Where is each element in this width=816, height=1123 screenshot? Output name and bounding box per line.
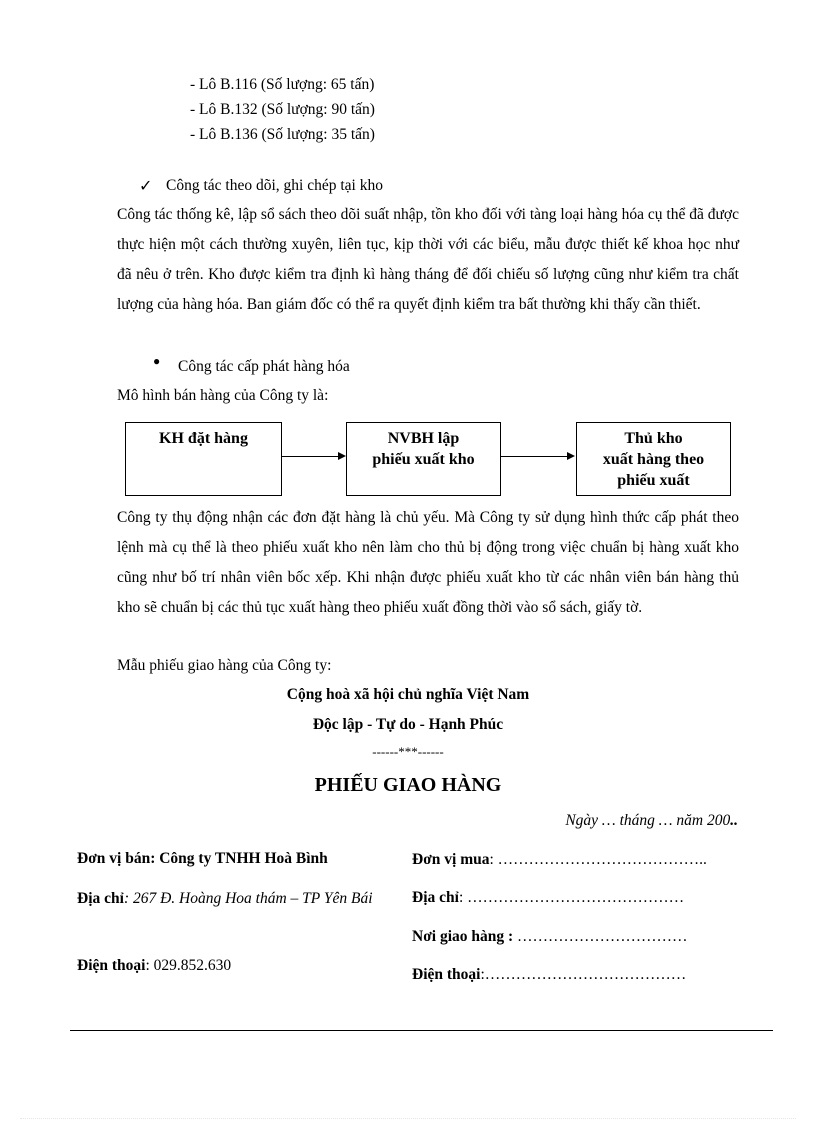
arrow-right-icon (338, 452, 346, 460)
section-heading-issue: Công tác cấp phát hàng hóa (178, 358, 350, 375)
arrow-right-icon (567, 452, 575, 460)
header-separator: ------***------ (372, 744, 444, 759)
buyer-phone-label: Điện thoại (412, 966, 481, 983)
paragraph-after-flow: Công ty thụ động nhận các đơn đặt hàng là chủ yếu. Mà Công ty sử dụng hình thức cấp phát theo lệnh mà cụ thể là theo phiếu xuất kho nên làm cho thủ bị động trong việc chuẩn bị hàng xuất kho cũng như bố trí nhân viên bốc xếp. Khi nhận được phiếu xuất kho từ các nhân viên bán hàng thủ kho sẽ chuẩn bị các thủ tục xuất hàng theo phiếu xuất đồng thời vào sổ sách, giấy tờ. (117, 509, 739, 616)
form-date-text: Ngày … tháng … năm 200 (565, 812, 731, 829)
flow-intro: Mô hình bán hàng của Công ty là: (117, 387, 329, 404)
delivery-place-label: Nơi giao hàng : (412, 928, 514, 945)
buyer-address-label: Địa chỉ (412, 889, 459, 906)
flow-box-label: NVBH lập (387, 430, 460, 447)
seller-phone-field (77, 957, 231, 975)
buyer-value: : ………………………………….. (489, 851, 707, 868)
flow-box-label: xuất hàng theo (602, 451, 705, 468)
flow-arrow (282, 456, 338, 457)
lot-item: - Lô B.132 (Số lượng: 90 tấn) (190, 101, 375, 118)
flow-box-label: Thủ kho (624, 430, 683, 447)
seller-phone-value: : 029.852.630 (145, 957, 232, 974)
lot-item: - Lô B.116 (Số lượng: 65 tấn) (190, 76, 375, 93)
paragraph-monitoring: Công tác thống kê, lập sổ sách theo dõi suất nhập, tồn kho đối với tàng loại hàng hóa cụ thể đã được thực hiện một cách thường xuyên, liên tục, kịp thời với các biểu, mẫu được thiết kế khoa học như đã nêu ở trên. Kho được kiểm tra định kì hàng tháng để đối chiếu số lượng cũng như kiểm tra chất lượng của hàng hóa. Ban giám đốc có thể ra quyết định kiểm tra bất thường khi thấy cần thiết. (117, 206, 739, 313)
buyer-phone-field (412, 966, 686, 984)
buyer-name-field (412, 851, 707, 869)
seller-address-label: Địa chỉ (77, 890, 124, 907)
buyer-label: Đơn vị mua (412, 851, 490, 868)
flow-box-label: phiếu xuất kho (372, 451, 475, 468)
flow-box-label: phiếu xuất (617, 472, 690, 489)
delivery-place-value: …………………………… (513, 928, 688, 945)
flow-box-sales-staff (346, 422, 501, 496)
buyer-address-value: : …………………………………… (458, 889, 685, 906)
seller-value: : Công ty TNHH Hoà Bình (150, 850, 328, 867)
national-title: Cộng hoà xã hội chủ nghĩa Việt Nam (286, 686, 530, 703)
section-heading-monitoring: Công tác theo dõi, ghi chép tại kho (166, 177, 383, 194)
bullet-icon: ● (153, 354, 161, 368)
form-date-suffix: .. (730, 812, 738, 829)
flow-box-label: KH đặt hàng (159, 430, 248, 447)
form-intro: Mẫu phiếu giao hàng của Công ty: (117, 657, 332, 674)
flow-box-warehouse-keeper (576, 422, 731, 496)
page-edge-divider (20, 1118, 796, 1119)
form-date (565, 812, 738, 830)
footer-divider (70, 1030, 773, 1031)
buyer-address-field (412, 889, 684, 907)
flow-arrow (501, 456, 567, 457)
form-title: PHIẾU GIAO HÀNG (314, 774, 502, 796)
seller-name-field (77, 850, 328, 868)
seller-phone-label: Điện thoại (77, 957, 146, 974)
seller-address-value: : 267 Đ. Hoàng Hoa thám – TP Yên Bái (123, 890, 373, 907)
checkmark-icon: ✓ (139, 178, 153, 195)
flow-box-customer-order (125, 422, 282, 496)
delivery-place-field (412, 928, 688, 946)
lot-item: - Lô B.136 (Số lượng: 35 tấn) (190, 126, 375, 143)
buyer-phone-value: :………………………………… (480, 966, 687, 983)
national-motto: Độc lập - Tự do - Hạnh Phúc (312, 716, 504, 733)
seller-label: Đơn vị bán (77, 850, 151, 867)
seller-address-field (77, 884, 402, 913)
